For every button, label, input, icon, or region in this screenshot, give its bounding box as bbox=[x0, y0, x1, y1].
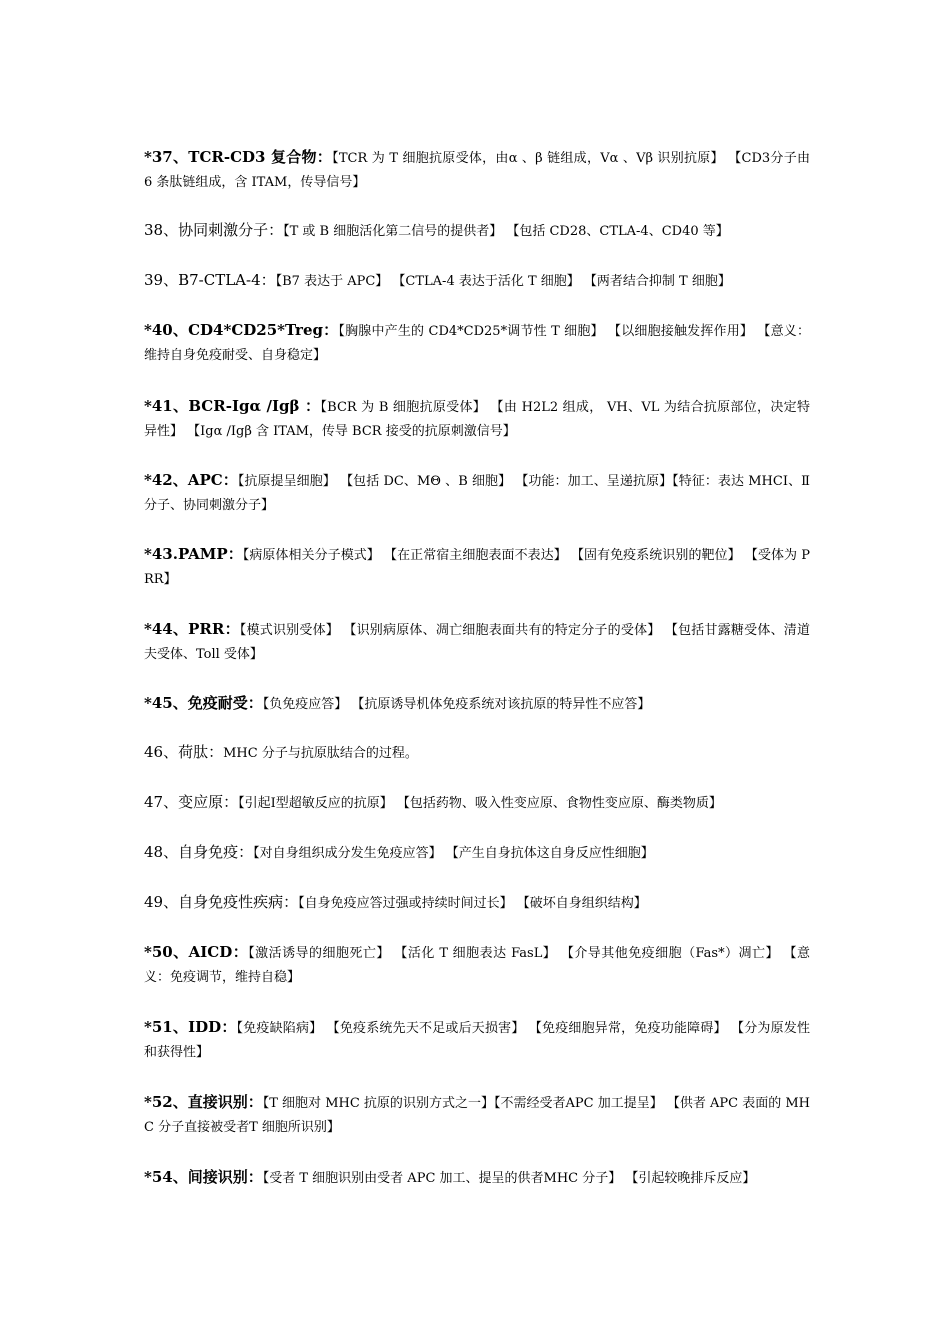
entry-definition: 【BCR 为 B 细胞抗原受体】 【由 H2L2 组成， VH、VL 为结合抗原部位，决定特异性】 【Igα /Igβ 含 ITAM，传导 BCR 接受的抗原刺激信号】 bbox=[144, 400, 810, 439]
glossary-entry-54 bbox=[144, 1165, 810, 1191]
entry-definition: 【引起Ⅰ型超敏反应的抗原】 【包括药物、吸入性变应原、食物性变应原、酶类物质】 bbox=[238, 796, 722, 811]
glossary-entry-41 bbox=[144, 394, 810, 444]
entry-definition: 【负免疫应答】 【抗原诱导机体免疫系统对该抗原的特异性不应答】 bbox=[262, 697, 651, 712]
entry-definition: 【胸腺中产生的 CD4*CD25*调节性 T 细胞】 【以细胞接触发挥作用】 【意义：维持自身免疫耐受、自身稳定】 bbox=[144, 324, 810, 363]
entry-term: *44、PRR： bbox=[144, 620, 240, 638]
glossary-entry-45 bbox=[144, 691, 810, 717]
entry-definition: MHC 分子与抗原肽结合的过程。 bbox=[223, 746, 418, 761]
entry-term: 46、荷肽： bbox=[144, 743, 224, 761]
glossary-entry-51 bbox=[144, 1015, 810, 1065]
entry-definition: 【T 或 B 细胞活化第二信号的提供者】 【包括 CD28、CTLA-4、CD40 等】 bbox=[283, 224, 729, 239]
glossary-entry-46 bbox=[144, 740, 810, 766]
entry-term: *45、免疫耐受： bbox=[144, 694, 263, 712]
glossary-entry-50 bbox=[144, 940, 810, 990]
entry-definition: 【对自身组织成分发生免疫应答】 【产生自身抗体这自身反应性细胞】 bbox=[253, 846, 654, 861]
entry-term: 49、自身免疫性疾病： bbox=[144, 893, 299, 911]
entry-term: *42、APC： bbox=[144, 471, 238, 489]
entry-definition: 【自身免疫应答过强或持续时间过长】 【破坏自身组织结构】 bbox=[298, 896, 647, 911]
entry-term: 39、B7-CTLA-4： bbox=[144, 271, 276, 289]
glossary-entry-49 bbox=[144, 890, 810, 916]
glossary-entry-42 bbox=[144, 468, 810, 518]
glossary-entry-43 bbox=[144, 542, 810, 592]
entry-definition: 【受者 T 细胞识别由受者 APC 加工、提呈的供者MHC 分子】 【引起较晚排斥反应】 bbox=[262, 1171, 756, 1186]
entry-term: *54、间接识别： bbox=[144, 1168, 263, 1186]
entry-definition: 【B7 表达于 APC】 【CTLA-4 表达于活化 T 细胞】 【两者结合抑制 T 细胞】 bbox=[275, 274, 731, 289]
entry-definition: 【免疫缺陷病】 【免疫系统先天不足或后天损害】 【免疫细胞异常，免疫功能障碍】 【分为原发性和获得性】 bbox=[144, 1021, 810, 1060]
entry-term: *52、直接识别： bbox=[144, 1093, 263, 1111]
glossary-entry-47 bbox=[144, 790, 810, 816]
entry-definition: 【病原体相关分子模式】 【在正常宿主细胞表面不表达】 【固有免疫系统识别的靶位】 【受体为 PRR】 bbox=[144, 548, 810, 587]
entry-term: 38、协同刺激分子： bbox=[144, 221, 284, 239]
entry-term: *37、TCR-CD3 复合物： bbox=[144, 148, 333, 166]
entry-definition: 【模式识别受体】 【识别病原体、凋亡细胞表面共有的特定分子的受体】 【包括甘露糖受体、清道夫受体、Toll 受体】 bbox=[144, 623, 811, 662]
entry-definition: 【激活诱导的细胞死亡】 【活化 T 细胞表达 FasL】 【介导其他免疫细胞（Fas*）凋亡】 【意义：免疫调节，维持自稳】 bbox=[144, 946, 810, 985]
glossary-entry-37 bbox=[144, 145, 810, 195]
glossary-entry-48 bbox=[144, 840, 810, 866]
glossary-entry-40 bbox=[144, 318, 810, 368]
entry-term: *51、IDD： bbox=[144, 1018, 237, 1036]
glossary-entry-52 bbox=[144, 1090, 810, 1140]
entry-definition: 【抗原提呈细胞】 【包括 DC、MΘ 、B 细胞】 【功能：加工、呈递抗原】【特征：表达 MHCⅠ、Ⅱ分子、协同刺激分子】 bbox=[144, 474, 810, 513]
entry-definition: 【TCR 为 T 细胞抗原受体，由α 、β 链组成，Vα 、Vβ 识别抗原】 【CD3分子由 6 条肽链组成，含 ITAM，传导信号】 bbox=[144, 151, 810, 190]
entry-term: *40、CD4*CD25*Treg： bbox=[144, 321, 339, 339]
glossary-entry-44 bbox=[144, 617, 810, 667]
entry-term: *41、BCR-Igα /Igβ ： bbox=[144, 397, 321, 415]
entry-term: 47、变应原： bbox=[144, 793, 239, 811]
entry-term: *50、AICD： bbox=[144, 943, 249, 961]
entry-term: 48、自身免疫： bbox=[144, 843, 254, 861]
glossary-entry-38 bbox=[144, 218, 810, 244]
glossary-entry-39 bbox=[144, 268, 810, 294]
entry-term: *43.PAMP： bbox=[144, 545, 243, 563]
entry-definition: 【T 细胞对 MHC 抗原的识别方式之一】【不需经受者APC 加工提呈】 【供者 APC 表面的 MHC 分子直接被受者T 细胞所识别】 bbox=[144, 1096, 810, 1135]
